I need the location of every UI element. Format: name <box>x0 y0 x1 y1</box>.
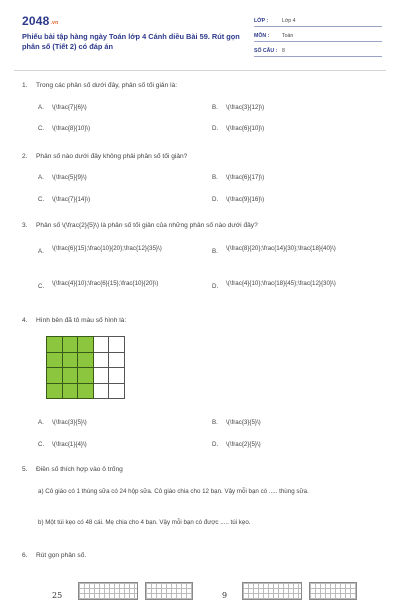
question-text: Phân số nào dưới đây không phải phân số tối giản? <box>36 153 188 160</box>
q5-part-b: b) Một túi kẹo có 48 cái. Mẹ chia cho 4 bạn. Vậy mỗi bạn có được ..... túi kẹo. <box>38 519 251 526</box>
document-title: Phiếu bài tập hàng ngày Toán lớp 4 Cánh diều Bài 59. Rút gọn phân số (Tiết 2) có đáp án <box>22 32 240 51</box>
document-header <box>22 14 382 64</box>
question-4: 4. Hình bên đã tô màu số hình là: <box>22 317 127 324</box>
question-text: Rút gọn phân số. <box>36 552 87 559</box>
header-divider <box>14 70 386 71</box>
meta-count-row: SỐ CÂU : 8 <box>254 46 382 57</box>
q6-answer-grid-2[interactable] <box>145 582 193 600</box>
question-text: Phân số \(\frac{2}{5}\) là phân số tối giản của những phân số nào dưới đây? <box>36 222 258 229</box>
question-1: 1. Trong các phân số dưới đây, phân số tối giản là: <box>22 82 178 89</box>
question-text: Trong các phân số dưới đây, phân số tối giản là: <box>36 82 178 89</box>
question-3: 3. Phân số \(\frac{2}{5}\) là phân số tối giản của những phân số nào dưới đây? <box>22 222 258 229</box>
shaded-grid-figure <box>46 336 125 399</box>
q6-answer-grid-4[interactable] <box>309 582 357 600</box>
q6-answer-grid-3[interactable] <box>242 582 302 600</box>
q6-numerator-2: 9 <box>222 591 228 600</box>
meta-subject-row: MÔN : Toán <box>254 31 382 42</box>
meta-box <box>254 16 382 61</box>
meta-class-row: LỚP : Lớp 4 <box>254 16 382 27</box>
question-5: 5. Điền số thích hợp vào ô trống <box>22 466 123 473</box>
site-logo[interactable]: $2048^{.vn}$ <box>22 14 59 28</box>
q5-part-a: a) Cô giáo có 1 thùng sữa có 24 hộp sữa. Cô giáo chia cho 12 bạn. Vậy mỗi bạn có ..... thùng sữa. <box>38 488 309 495</box>
question-6: 6. Rút gọn phân số. <box>22 552 87 559</box>
question-text: Hình bên đã tô màu số hình là: <box>36 317 127 324</box>
q6-numerator-1: 25 <box>52 591 63 600</box>
question-2: 2. Phân số nào dưới đây không phải phân số tối giản? <box>22 153 188 160</box>
q6-answer-grid-1[interactable] <box>78 582 138 600</box>
question-text: Điền số thích hợp vào ô trống <box>36 466 123 473</box>
